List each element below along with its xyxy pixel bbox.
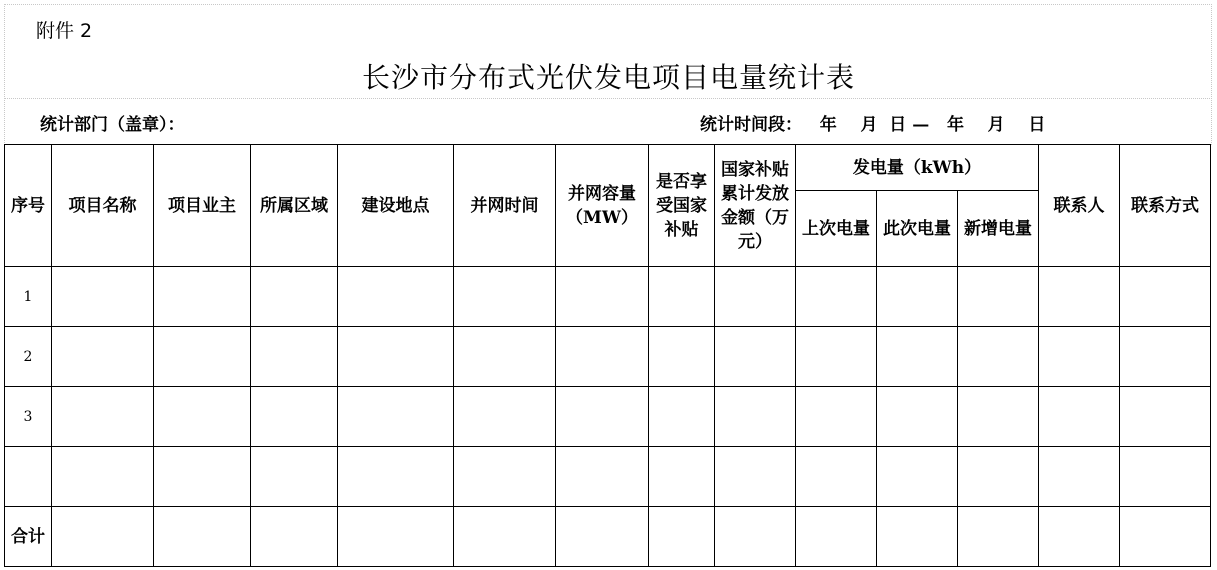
cell [1120, 447, 1211, 507]
cell [958, 267, 1039, 327]
header-added-generation: 新增电量 [958, 191, 1039, 267]
cell [251, 387, 338, 447]
period-year-end: 年 [946, 115, 964, 135]
header-subsidy: 是否享受国家补贴 [649, 145, 715, 267]
cell [877, 267, 958, 327]
header-capacity: 并网容量（MW） [556, 145, 649, 267]
cell [649, 267, 715, 327]
cell [1039, 267, 1120, 327]
cell [454, 507, 556, 567]
header-subsidy-amount: 国家补贴累计发放金额（万元） [715, 145, 796, 267]
cell [715, 507, 796, 567]
row-seq [5, 447, 52, 507]
cell [454, 387, 556, 447]
period-day-end: 日 [1028, 115, 1046, 135]
period-month-start: 月 [860, 115, 878, 135]
cell [338, 387, 454, 447]
cell [556, 507, 649, 567]
cell [1039, 507, 1120, 567]
row-seq: 3 [5, 387, 52, 447]
cell [154, 267, 251, 327]
cell [715, 447, 796, 507]
cell [1120, 507, 1211, 567]
cell [454, 327, 556, 387]
department-label: 统计部门（盖章）： [40, 115, 185, 135]
header-owner: 项目业主 [154, 145, 251, 267]
cell [877, 387, 958, 447]
cell [556, 327, 649, 387]
cell [1120, 327, 1211, 387]
cell [251, 507, 338, 567]
cell [958, 507, 1039, 567]
cell [154, 387, 251, 447]
cell [715, 387, 796, 447]
cell [1039, 447, 1120, 507]
cell [877, 507, 958, 567]
header-contact-method: 联系方式 [1120, 145, 1211, 267]
cell [958, 447, 1039, 507]
cell [154, 507, 251, 567]
cell [154, 447, 251, 507]
cell [338, 267, 454, 327]
period-line [700, 110, 1045, 135]
cell [52, 387, 154, 447]
table-row [5, 267, 1211, 327]
cell [556, 267, 649, 327]
cell [715, 327, 796, 387]
cell [958, 387, 1039, 447]
row-seq: 1 [5, 267, 52, 327]
table-row [5, 387, 1211, 447]
cell [649, 327, 715, 387]
period-label: 统计时间段： [700, 115, 802, 135]
cell [1039, 327, 1120, 387]
total-row [5, 507, 1211, 567]
header-region: 所属区域 [251, 145, 338, 267]
title-divider [4, 98, 1210, 99]
cell [556, 447, 649, 507]
header-contact: 联系人 [1039, 145, 1120, 267]
cell [796, 327, 877, 387]
header-last-generation: 上次电量 [796, 191, 877, 267]
header-seq: 序号 [5, 145, 52, 267]
header-row-1 [5, 145, 1211, 191]
cell [877, 447, 958, 507]
row-seq: 2 [5, 327, 52, 387]
total-label: 合计 [5, 507, 52, 567]
cell [649, 387, 715, 447]
cell [649, 447, 715, 507]
cell [454, 267, 556, 327]
cell [251, 267, 338, 327]
statistics-table [4, 144, 1211, 567]
period-day-start: 日 [889, 115, 907, 135]
attachment-label: 附件 2 [36, 20, 93, 42]
header-location: 建设地点 [338, 145, 454, 267]
header-current-generation: 此次电量 [877, 191, 958, 267]
cell [1120, 387, 1211, 447]
cell [154, 327, 251, 387]
cell [796, 447, 877, 507]
cell [796, 387, 877, 447]
cell [338, 327, 454, 387]
header-generation: 发电量（kWh） [796, 145, 1039, 191]
header-project-name: 项目名称 [52, 145, 154, 267]
cell [251, 327, 338, 387]
cell [649, 507, 715, 567]
cell [796, 267, 877, 327]
cell [338, 507, 454, 567]
table-row [5, 327, 1211, 387]
cell [454, 447, 556, 507]
cell [1039, 387, 1120, 447]
page-title: 长沙市分布式光伏发电项目电量统计表 [361, 61, 855, 94]
cell [52, 327, 154, 387]
cell [251, 447, 338, 507]
cell [958, 327, 1039, 387]
cell [52, 447, 154, 507]
table-row [5, 447, 1211, 507]
cell [556, 387, 649, 447]
cell [52, 267, 154, 327]
cell [796, 507, 877, 567]
period-dash: — [912, 115, 930, 135]
period-month-end: 月 [987, 115, 1005, 135]
period-year-start: 年 [819, 115, 837, 135]
cell [715, 267, 796, 327]
cell [1120, 267, 1211, 327]
cell [877, 327, 958, 387]
header-grid-time: 并网时间 [454, 145, 556, 267]
cell [338, 447, 454, 507]
cell [52, 507, 154, 567]
